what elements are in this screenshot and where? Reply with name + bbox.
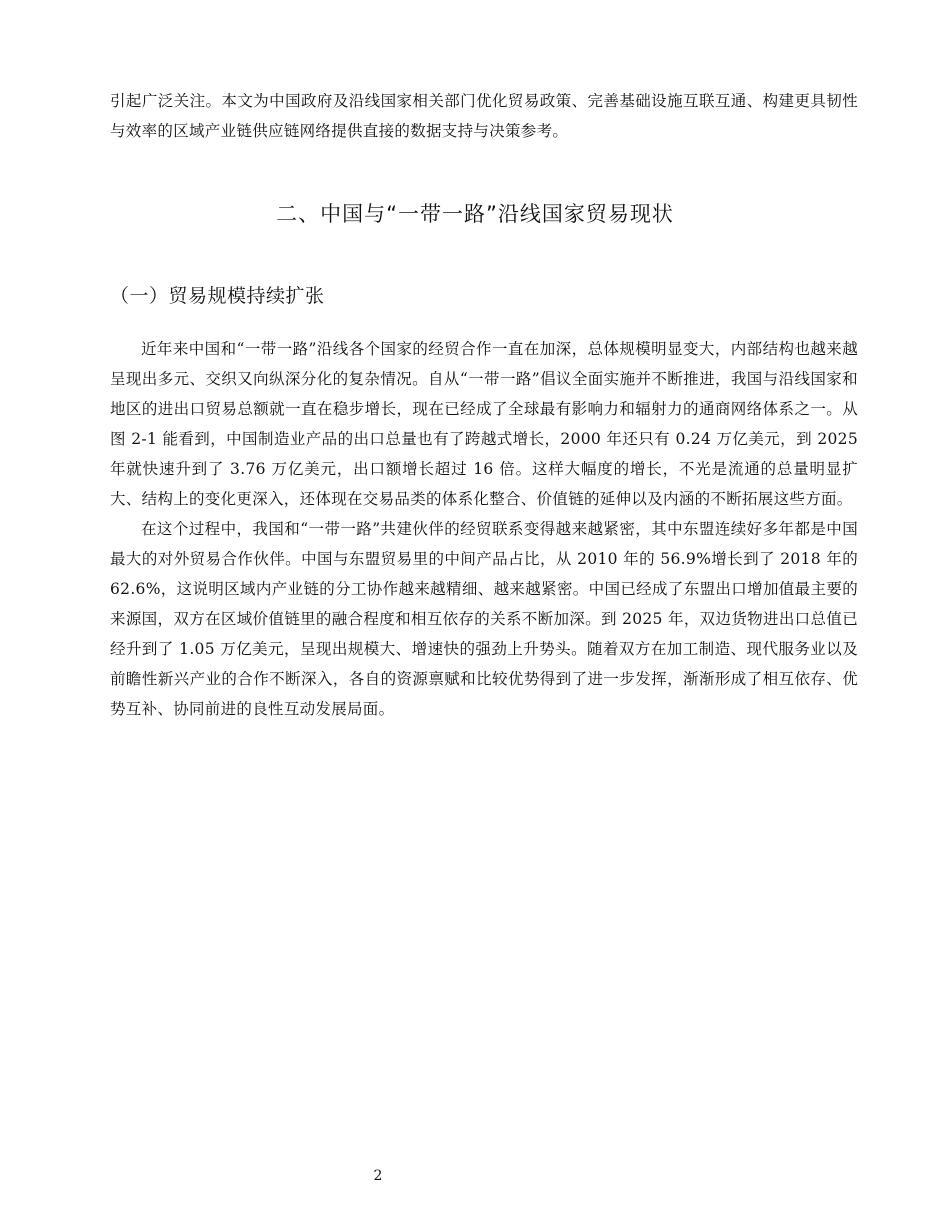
body-text xyxy=(110,334,858,724)
page-number: 2 xyxy=(373,1168,383,1184)
subsection-heading: （一）贸易规模持续扩张 xyxy=(110,285,325,307)
section-heading: 二、中国与“一带一路”沿线国家贸易现状 xyxy=(276,202,674,226)
body-paragraph-1: 近年来中国和“一带一路”沿线各个国家的经贸合作一直在加深，总体规模明显变大，内部结构也越来越呈现出多元、交织又向纵深分化的复杂情况。自从“一带一路”倡议全面实施并不断推进，我国与沿线国家和地区的进出口贸易总额就一直在稳步增长，现在已经成了全球最有影响力和辐射力的通商网络体系之一。从图 2-1 能看到，中国制造业产品的出口总量也有了跨越式增长，2000 年还只有 0.24 万亿美元，到 2025 年就快速升到了 3.76 万亿美元，出口额增长超过 16 倍。这样大幅度的增长，不光是流通的总量明显扩大、结构上的变化更深入，还体现在交易品类的体系化整合、价值链的延伸以及内涵的不断拓展这些方面。 xyxy=(110,340,858,508)
body-paragraph-2: 在这个过程中，我国和“一带一路”共建伙伴的经贸联系变得越来越紧密，其中东盟连续好多年都是中国最大的对外贸易合作伙伴。中国与东盟贸易里的中间产品占比，从 2010 年的 56.9%增长到了 2018 年的 62.6%，这说明区域内产业链的分工协作越来越精细、越来越紧密。中国已经成了东盟出口增加值最主要的来源国，双方在区域价值链里的融合程度和相互依存的关系不断加深。到 2025 年，双边货物进出口总值已经升到了 1.05 万亿美元，呈现出规模大、增速快的强劲上升势头。随着双方在加工制造、现代服务业以及前瞻性新兴产业的合作不断深入，各自的资源禀赋和比较优势得到了进一步发挥，渐渐形成了相互依存、优势互补、协同前进的良性互动发展局面。 xyxy=(110,520,858,718)
lead-paragraph: 引起广泛关注。本文为中国政府及沿线国家相关部门优化贸易政策、完善基础设施互联互通、构建更具韧性与效率的区域产业链供应链网络提供直接的数据支持与决策参考。 xyxy=(110,92,858,140)
